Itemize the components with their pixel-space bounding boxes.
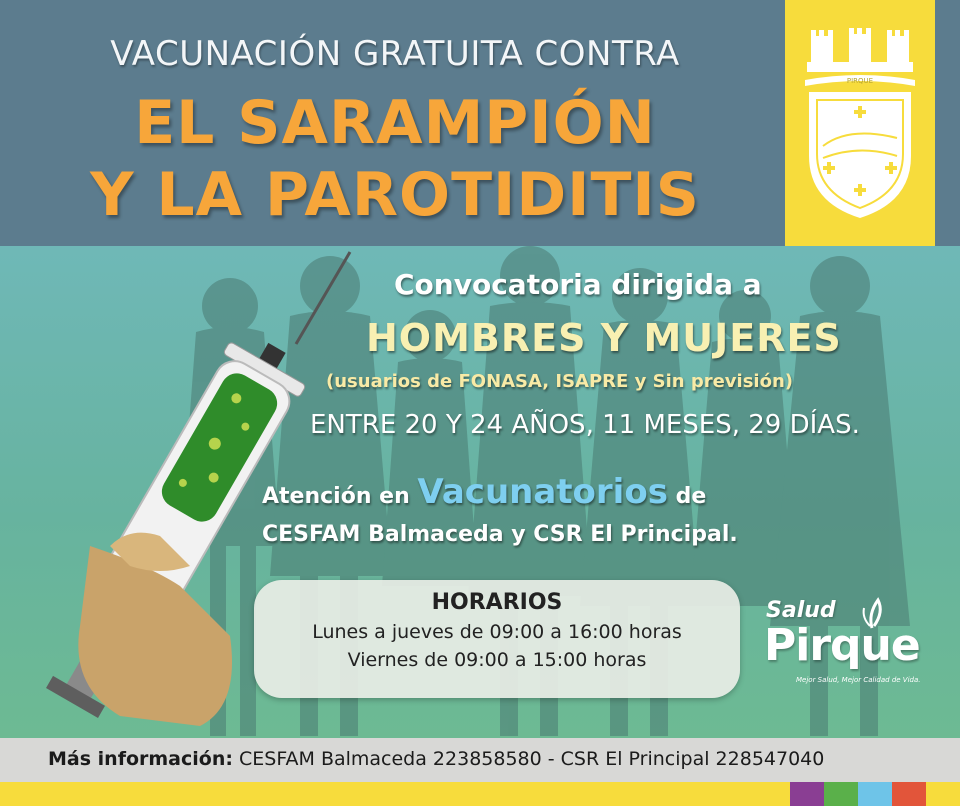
color-stripe-purple <box>790 782 824 806</box>
crest-panel <box>785 0 935 246</box>
schedule-friday: Viernes de 09:00 a 15:00 horas <box>347 649 647 671</box>
attention-suffix: de <box>667 484 707 509</box>
color-stripe-blue <box>858 782 892 806</box>
color-stripe-orange <box>892 782 926 806</box>
vacunatorios-highlight: Vacunatorios <box>417 472 668 512</box>
pirque-coat-of-arms-icon <box>799 26 921 222</box>
logo-salud: Salud <box>766 598 836 623</box>
headline-disease-2: Y LA PAROTIDITIS <box>90 160 700 230</box>
logo-tagline: Mejor Salud, Mejor Calidad de Vida. <box>796 676 921 684</box>
schedule-box <box>254 580 740 698</box>
color-stripe-green <box>824 782 858 806</box>
logo-pirque: Pirque <box>764 620 920 671</box>
contact-label: Más información: <box>48 748 233 770</box>
main-panel <box>0 246 960 738</box>
headline-disease-1: EL SARAMPIÓN <box>134 88 656 158</box>
contact-info <box>48 748 824 770</box>
attention-prefix: Atención en <box>262 484 418 509</box>
leaf-sprout-icon <box>858 596 888 630</box>
contact-phones: CESFAM Balmaceda 223858580 - CSR El Principal 228547040 <box>232 748 825 770</box>
footer-info-bar <box>0 738 960 782</box>
age-range-text: ENTRE 20 Y 24 AÑOS, 11 MESES, 29 DÍAS. <box>310 410 860 440</box>
schedule-title: HORARIOS <box>431 590 563 615</box>
attention-line <box>262 472 706 512</box>
convocatoria-text: Convocatoria dirigida a <box>394 268 762 301</box>
schedule-weekdays: Lunes a jueves de 09:00 a 16:00 horas <box>312 621 682 643</box>
health-centers-text: CESFAM Balmaceda y CSR El Principal. <box>262 522 738 547</box>
insurance-eligibility-text: (usuarios de FONASA, ISAPRE y Sin previsión) <box>326 371 793 392</box>
headline-intro: VACUNACIÓN GRATUITA CONTRA <box>110 34 680 74</box>
crest-label: PIRQUE <box>846 77 874 85</box>
target-audience-heading: HOMBRES Y MUJERES <box>366 316 842 360</box>
